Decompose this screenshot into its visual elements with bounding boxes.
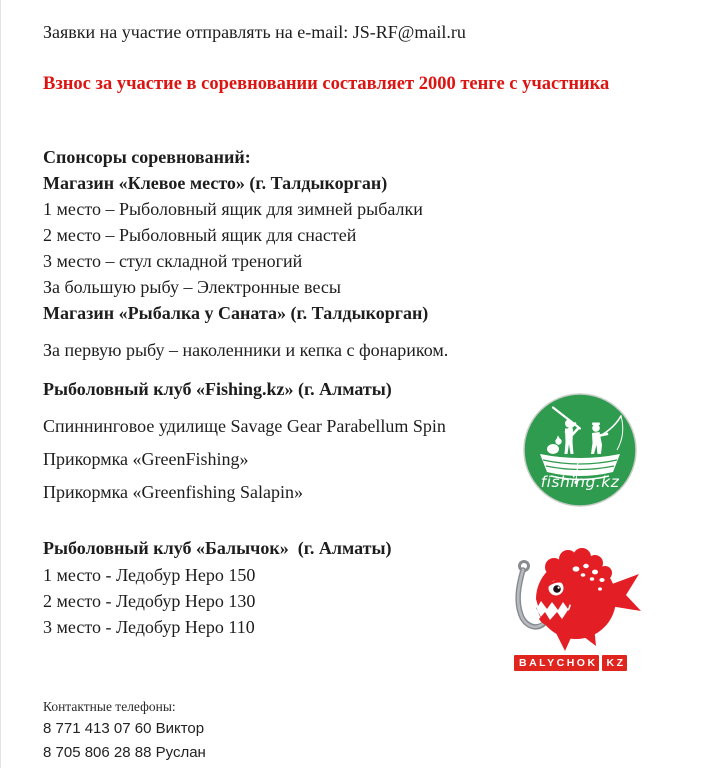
contact-phone: 8 771 413 07 60 Виктор bbox=[43, 720, 205, 737]
prize-item: 2 место – Рыболовный ящик для снастей bbox=[43, 225, 357, 245]
balychok-fish-graphic bbox=[506, 541, 646, 653]
prize-item: 1 место – Рыболовный ящик для зимней рыбалки bbox=[43, 199, 423, 219]
balychok-logo bbox=[506, 541, 654, 677]
sponsor-title-klevoe-mesto: Магазин «Клевое место» (г. Талдыкорган) bbox=[43, 173, 388, 193]
balychok-wordmark-kz: KZ bbox=[602, 655, 627, 671]
fishing-kz-logo bbox=[520, 390, 640, 510]
sponsors-heading: Спонсоры соревнований: bbox=[43, 147, 251, 167]
prize-item: 2 место - Ледобур Неро 130 bbox=[43, 591, 256, 611]
balychok-wordmark-main: BALYCHOK bbox=[514, 655, 599, 671]
sponsor-title-fishing-kz: Рыболовный клуб «Fishing.kz» (г. Алматы) bbox=[43, 379, 392, 399]
sponsor-title-balychok: Рыболовный клуб «Балычок» (г. Алматы) bbox=[43, 538, 392, 558]
contact-phone: 8 705 806 28 88 Руслан bbox=[43, 744, 206, 761]
prize-item: 3 место – стул складной треногий bbox=[43, 251, 303, 271]
balychok-wordmark bbox=[514, 655, 627, 671]
prize-item: За большую рыбу – Электронные весы bbox=[43, 277, 341, 297]
prize-item: Спиннинговое удилище Savage Gear Parabellum Spin bbox=[43, 416, 446, 436]
prize-item: За первую рыбу – наколенники и кепка с фонариком. bbox=[43, 340, 449, 360]
prize-item: 3 место - Ледобур Неро 110 bbox=[43, 617, 255, 637]
prize-item: Прикормка «GreenFishing» bbox=[43, 449, 249, 469]
fishing-kz-wordmark: fishing.kz bbox=[540, 473, 620, 491]
sponsor-title-rybalka-u-sanata: Магазин «Рыбалка у Саната» (г. Талдыкорган) bbox=[43, 303, 429, 323]
prize-item: Прикормка «Greenfishing Salapin» bbox=[43, 482, 304, 502]
prize-item: 1 место - Ледобур Неро 150 bbox=[43, 565, 256, 585]
fee-line: Взнос за участие в соревновании составляет 2000 тенге с участника bbox=[43, 74, 610, 94]
contacts-heading: Контактные телефоны: bbox=[43, 699, 176, 714]
email-line: Заявки на участие отправлять на e-mail: JS-RF@mail.ru bbox=[43, 22, 466, 42]
fishing-kz-logo-graphic bbox=[520, 390, 640, 510]
